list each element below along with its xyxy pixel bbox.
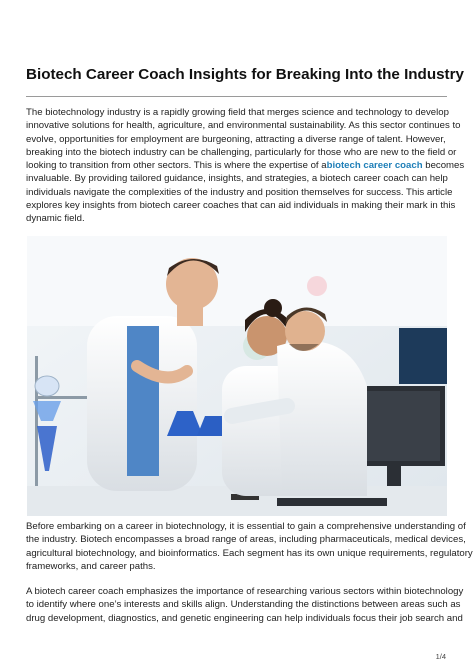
paragraph-line [26, 159, 465, 172]
paragraph-line: Before embarking on a career in biotechnology, it is essential to gain a comprehensive understanding of [26, 521, 466, 532]
intro-paragraph [26, 106, 465, 226]
paragraph-line: The biotechnology industry is a rapidly growing field that merges science and technology to develop [26, 107, 449, 118]
paragraph-line: innovative solutions for health, agriculture, and environmental sustainability. As this sector continues to [26, 120, 461, 132]
paragraph-line: drug development, diagnostics, and genetic engineering can help individuals focus their job search and [26, 612, 463, 624]
research-sectors-paragraph [26, 585, 464, 625]
paragraph-line: individuals navigate the complexities of the industry and position themselves for success. This article [26, 186, 453, 198]
paragraph-text: looking to transition from other sectors. This is where the expertise of a [26, 160, 327, 172]
biotech-career-coach-link[interactable]: biotech career coach [326, 160, 423, 172]
paragraph-line: breaking into the biotech industry can be challenging, particularly for those who are new to the field or [26, 146, 457, 158]
paragraph-text: becomes [422, 160, 465, 172]
paragraph-line: invaluable. By providing tailored guidance, insights, and strategies, a biotech career coach can help [26, 173, 448, 185]
industry-overview-paragraph [26, 520, 473, 573]
lab-scientists-photo [27, 236, 447, 516]
paragraph-line: evolve, opportunities for employment are burgeoning, attracting a diverse range of talent. However, [26, 133, 446, 145]
paragraph-line: explores key insights from biotech career coaches that can aid individuals in making their mark in this [26, 200, 456, 212]
paragraph-line: agricultural biotechnology, and bioinformatics. Each segment has its own unique requirements, regulatory [26, 547, 473, 559]
paragraph-line: dynamic field. [26, 213, 85, 225]
page-title: Biotech Career Coach Insights for Breaking Into the Industry [26, 66, 464, 83]
paragraph-line: to identify where one’s interests and skills align. Understanding the distinctions between areas such as [26, 599, 461, 611]
title-divider [26, 96, 447, 97]
paragraph-line: frameworks, and career paths. [26, 560, 156, 572]
paragraph-line: A biotech career coach emphasizes the importance of researching various sectors within biotechnology [26, 586, 464, 597]
paragraph-line: the industry. Biotech encompasses a broad range of areas, including pharmaceuticals, medical devices, [26, 534, 466, 546]
page-number: 1/4 [435, 652, 446, 661]
